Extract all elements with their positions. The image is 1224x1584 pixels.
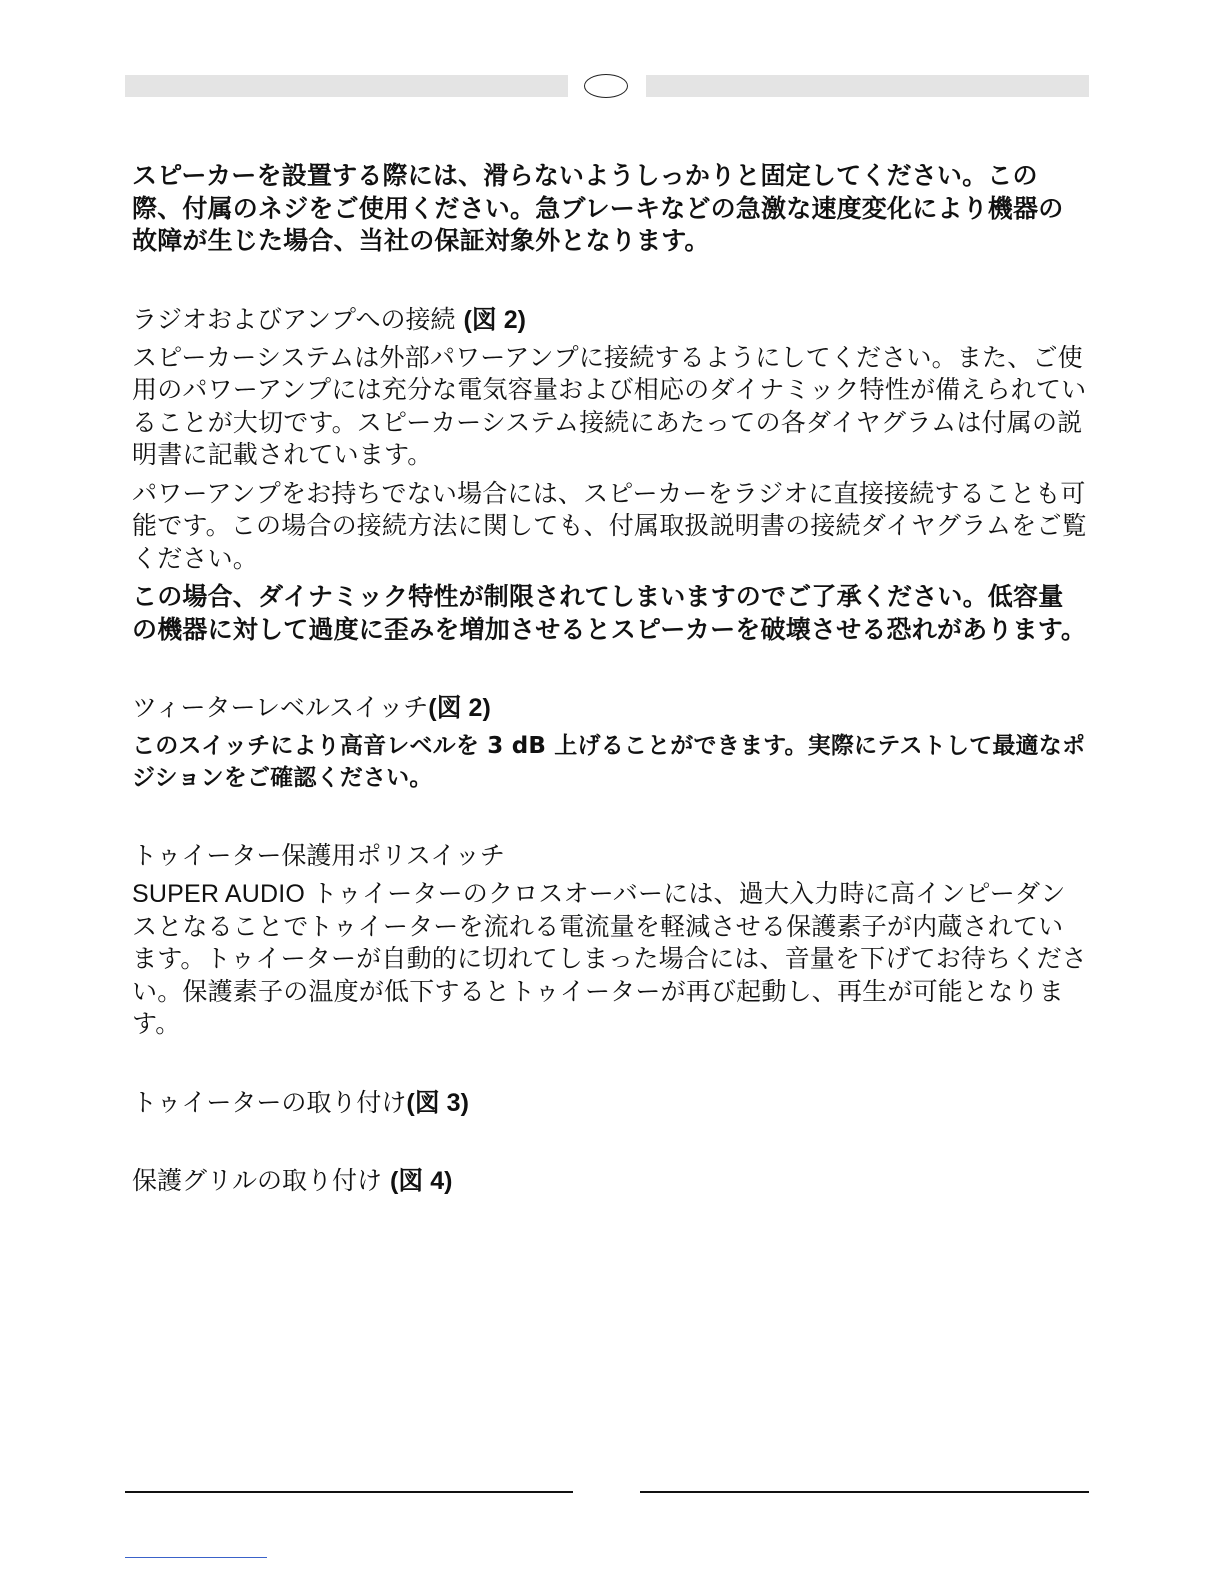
page-number-circle [584, 74, 628, 98]
figure-ref: (図 2) [463, 305, 526, 334]
header-band-left [125, 75, 568, 97]
polyswitch-paragraph [132, 878, 1087, 1041]
footer-line-left [125, 1491, 573, 1493]
mounting-paragraph: スピーカーを設置する際には、滑らないようしっかりと固定してください。この際、付属のネジをご使用ください。急ブレーキなどの急激な速度変化により機器の故障が生じた場合、当社の保証対象外となります。 [132, 161, 1064, 255]
heading-text: ラジオおよびアンプへの接続 [132, 304, 456, 334]
section-heading-connection [132, 304, 1087, 336]
polyswitch-text: トゥイーターのクロスオーバーには、過大入力時に高インピーダンスとなることでトゥイーターを流れる電流量を軽減させる保護素子が内蔵されています。トゥイーターが自動的に切れてしまった場合には、音量を下げてお待ちください。保護素子の温度が低下するとトゥイーターが再び起動し、再生が可能となります。 [132, 879, 1087, 1038]
figure-ref: (図 2) [428, 694, 491, 722]
heading-text: トゥイーターの取り付け [132, 1087, 407, 1117]
warning-paragraph: この場合、ダイナミック特性が制限されてしまいますのでご了承ください。低容量の機器に対して過度に歪みを増加させるとスピーカーを破壊させる恐れがあります。 [132, 582, 1087, 644]
figure-ref: (図 3) [406, 1088, 469, 1117]
figure-ref: (図 4) [389, 1166, 453, 1195]
heading-text: 保護グリルの取り付け [132, 1165, 390, 1195]
footer-blue-rule [125, 1557, 267, 1558]
switch-paragraph: このスイッチにより高音レベルを 3 dB 上げることができます。実際にテストして最適なポジションをご確認ください。 [132, 733, 1086, 791]
section-heading-tweeter-switch [132, 692, 1087, 724]
direct-connect-paragraph: パワーアンプをお持ちでない場合には、スピーカーをラジオに直接接続することも可能です。この場合の接続方法に関しても、付属取扱説明書の接続ダイヤグラムをご覧ください。 [132, 478, 1087, 573]
amp-paragraph: スピーカーシステムは外部パワーアンプに接続するようにしてください。また、ご使用のパワーアンプには充分な電気容量および相応のダイナミック特性が備えられていることが大切です。スピーカーシステム接続にあたっての各ダイヤグラムは付属の説明書に記載されています。 [132, 342, 1087, 469]
header-band-right [646, 75, 1089, 97]
section-heading-polyswitch: トゥイーター保護用ポリスイッチ [132, 841, 505, 870]
brand-name: SUPER AUDIO [132, 880, 313, 908]
page-content [132, 160, 1087, 1197]
footer-line-right [640, 1491, 1089, 1493]
section-heading-grille-mount [132, 1165, 1087, 1197]
heading-text: ツィーターレベルスイッチ [132, 693, 429, 722]
section-heading-tweeter-mount [132, 1087, 1087, 1119]
